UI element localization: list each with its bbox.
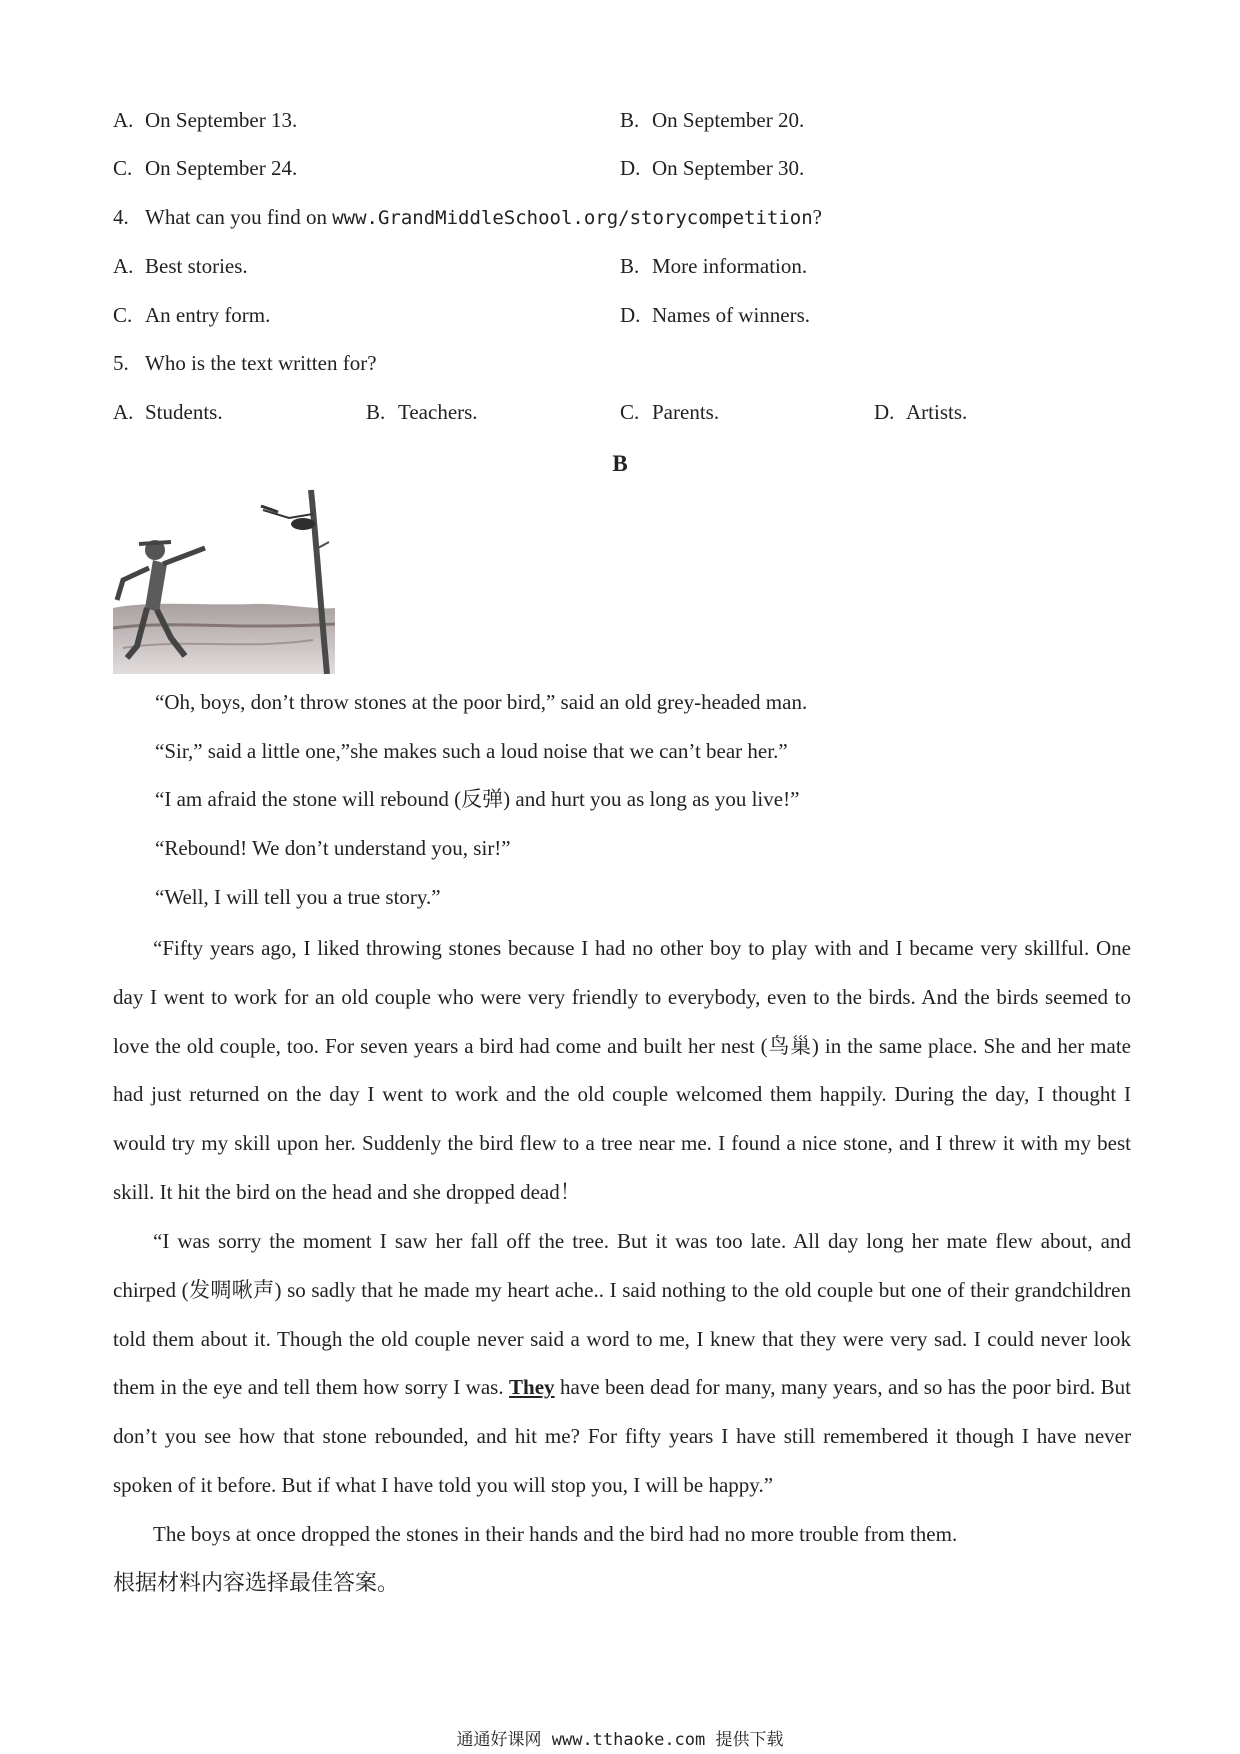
q5-question: 5. Who is the text written for? — [113, 351, 377, 375]
story-paragraph-1: “Fifty years ago, I liked throwing stones because I had no other boy to play with and I became very skillful. One day I went to work for an old couple who were very friendly to everybody, even to the birds. And the birds seemed to love the old couple, too. For seven years a bird had come and built her nest (鸟巢) in the same place. She and her mate had just returned on the day I went to work and the old couple welcomed them happily. During the day, I thought I would try my skill upon her. Suddenly the bird flew to a tree near me. I found a nice stone, and I threw it with my best skill. It hit the bird on the head and she dropped dead！ — [113, 936, 1131, 1204]
q3-option-a: A. On September 13. — [113, 108, 298, 132]
q5-option-b: B. Teachers. — [366, 400, 478, 424]
story-paragraph-3: The boys at once dropped the stones in their hands and the bird had no more trouble from them. — [153, 1522, 958, 1546]
underlined-word-they: They — [509, 1375, 555, 1400]
q3-option-c: C. On September 24. — [113, 156, 298, 180]
q5-option-d: D. Artists. — [874, 400, 968, 424]
dialogue-line-5: “Well, I will tell you a true story.” — [155, 885, 441, 909]
page-footer: 通通好课网 www.tthaoke.com 提供下载 — [456, 1730, 784, 1750]
dialogue-line-3: “I am afraid the stone will rebound (反弹) and hurt you as long as you live!” — [155, 787, 800, 811]
q3-option-b: B. On September 20. — [620, 108, 805, 132]
story-paragraph-2: “I was sorry the moment I saw her fall off the tree. But it was too late. All day long her mate flew about, and chirped (发啁啾声) so sadly that he made my heart ache.. I said nothing to the old couple but one of their grandchildren told them about it. Though the old couple never said a word to me, I knew that they were very sad. I could never look them in the eye and tell them how sorry I was. They have been dead for many, many years, and so has the poor bird. But don’t you see how that stone rebounded, and hit me? For fifty years I have still remembered it though I have never spoken of it before. But if what I have told you will stop you, I will be happy.” — [113, 1229, 1132, 1497]
q4-question: 4. What can you find on www.GrandMiddleSchool.org/storycompetition? — [113, 205, 822, 229]
q3-option-d: D. On September 30. — [620, 156, 805, 180]
q4-url: www.GrandMiddleSchool.org/storycompetition — [332, 207, 813, 229]
dialogue-line-4: “Rebound! We don’t understand you, sir!” — [155, 836, 511, 860]
dialogue-line-2: “Sir,” said a little one,”she makes such a loud noise that we can’t bear her.” — [155, 739, 788, 763]
q4-option-a: A. Best stories. — [113, 254, 248, 278]
q5-option-c: C. Parents. — [620, 400, 720, 424]
q4-option-c: C. An entry form. — [113, 303, 271, 327]
instruction-text: 根据材料内容选择最佳答案。 — [113, 1571, 400, 1596]
section-title: B — [612, 451, 628, 476]
boy-throwing-stone-illustration — [113, 488, 335, 674]
q4-option-d: D. Names of winners. — [620, 303, 811, 327]
q4-option-b: B. More information. — [620, 254, 808, 278]
q5-option-a: A. Students. — [113, 400, 223, 424]
dialogue-line-1: “Oh, boys, don’t throw stones at the poor bird,” said an old grey-headed man. — [155, 690, 808, 714]
